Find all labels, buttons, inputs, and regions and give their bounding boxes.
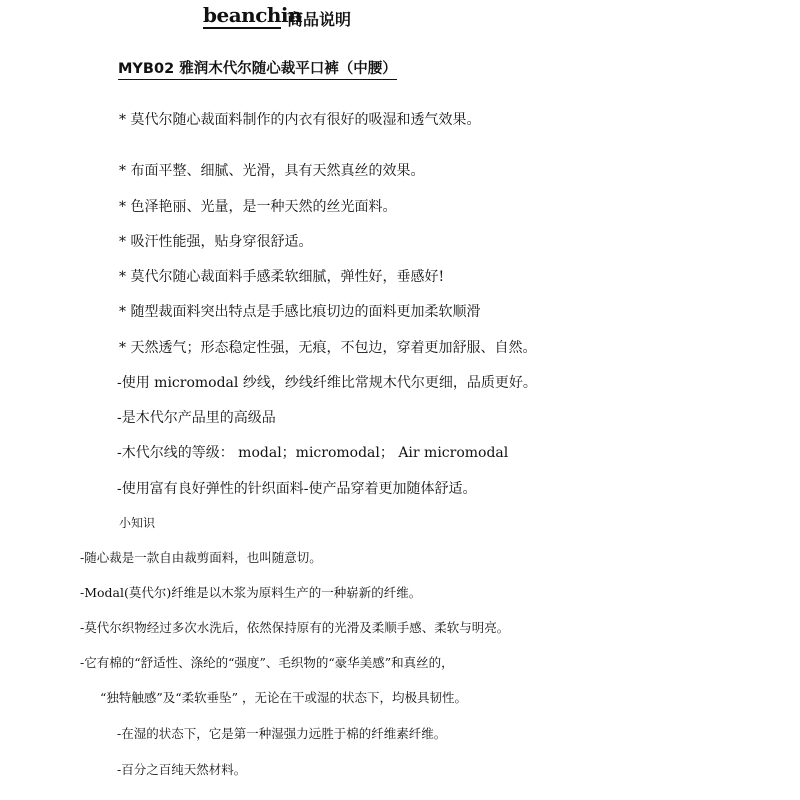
knowledge-line: -百分之百纯天然材料。 [117, 762, 247, 777]
feature-line: * 莫代尔随心裁面料手感柔软细腻，弹性好，垂感好! [119, 269, 445, 285]
knowledge-line: -莫代尔织物经过多次水洗后，依然保持原有的光滑及柔顺手感、柔软与明亮。 [80, 620, 510, 635]
feature-line: * 吸汗性能强，贴身穿很舒适。 [119, 234, 313, 250]
feature-line: * 随型裁面料突出特点是手感比痕切边的面料更加柔软顺滑 [119, 304, 481, 320]
knowledge-line: “独特触感”及“柔软垂坠” ，无论在干或湿的状态下，均极具韧性。 [100, 690, 468, 705]
feature-line: * 天然透气；形态稳定性强，无痕，不包边，穿着更加舒服、自然。 [119, 340, 537, 356]
knowledge-title: 小知识 [119, 516, 156, 530]
page-title: 商品说明 [287, 10, 352, 29]
feature-line: -是木代尔产品里的高级品 [117, 410, 276, 426]
brand-logo-underline [203, 27, 281, 29]
feature-line: * 莫代尔随心裁面料制作的内衣有很好的吸湿和透气效果。 [119, 112, 481, 128]
feature-line: * 布面平整、细腻、光滑，具有天然真丝的效果。 [119, 163, 425, 179]
feature-line: * 色泽艳丽、光量，是一种天然的丝光面料。 [119, 199, 397, 215]
brand-logo: beanchin [203, 3, 303, 27]
knowledge-line: -Modal(莫代尔)纤维是以木浆为原料生产的一种崭新的纤维。 [80, 585, 422, 600]
feature-line: -木代尔线的等级： modal；micromodal； Air micromodal [117, 445, 509, 461]
feature-line: -使用富有良好弹性的针织面料-使产品穿着更加随体舒适。 [117, 481, 477, 497]
knowledge-line: -随心裁是一款自由裁剪面料，也叫随意切。 [80, 550, 322, 565]
product-title: MYB02 雅润木代尔随心裁平口裤（中腰） [118, 60, 397, 80]
knowledge-line: -在湿的状态下，它是第一种湿强力远胜于棉的纤维素纤维。 [117, 726, 447, 741]
knowledge-line: -它有棉的“舒适性、涤纶的“强度”、毛织物的“豪华美感”和真丝的， [80, 655, 454, 670]
feature-line: -使用 micromodal 纱线，纱线纤维比常规木代尔更细，品质更好。 [117, 375, 537, 391]
